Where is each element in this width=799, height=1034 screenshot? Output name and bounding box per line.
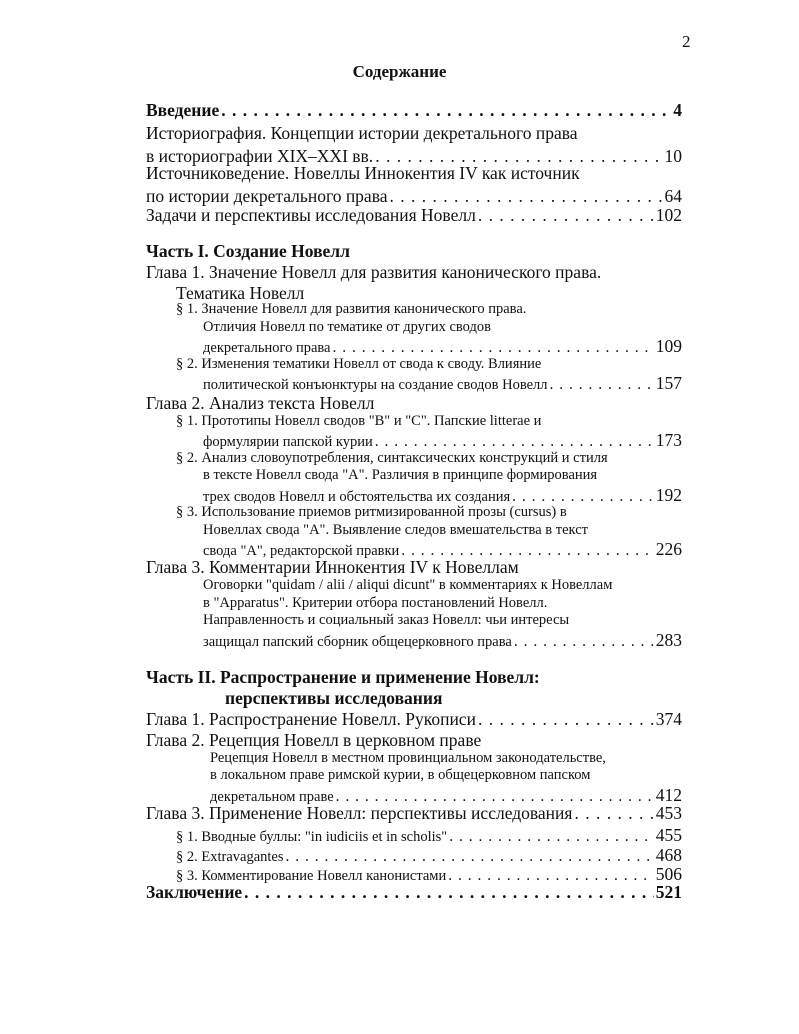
- toc-label: Тематика Новелл: [176, 283, 305, 303]
- toc-label: Глава 1. Распространение Новелл. Рукописи: [146, 709, 476, 729]
- leader-dots: [550, 376, 654, 394]
- toc-label: Глава 1. Значение Новелл для развития канонического права.: [146, 262, 602, 282]
- toc-entry-tasks[interactable]: [146, 205, 682, 226]
- toc-label: Введение: [146, 100, 220, 120]
- toc-label: § 1. Вводные буллы: "in iudiciis et in scholis": [176, 829, 448, 845]
- toc-label: декретального права: [203, 340, 331, 356]
- toc-entry-p2-ch2[interactable]: Глава 2. Рецепция Новелл в церковном праве: [146, 730, 482, 750]
- toc-page: 192: [655, 485, 682, 505]
- toc-label: Задачи и перспективы исследования Новелл: [146, 205, 476, 225]
- leader-dots: [478, 205, 654, 226]
- leader-dots: [514, 633, 654, 651]
- toc-page: 157: [655, 373, 682, 393]
- leader-dots: [221, 100, 671, 121]
- leader-dots: [478, 709, 654, 730]
- part2-heading: Часть II. Распространение и применение Новелл:: [146, 667, 540, 687]
- toc-page: 173: [655, 430, 682, 450]
- toc-label: Отличия Новелл по тематике от других сводов: [203, 319, 491, 335]
- toc-label: Историография. Концепции истории декретального права: [146, 123, 578, 143]
- toc-label: политической конъюнктуры на создание сводов Новелл: [203, 377, 548, 393]
- toc-entry-p2-ch1[interactable]: [146, 709, 682, 730]
- toc-page: 412: [655, 785, 682, 805]
- toc-label: в "Apparatus". Критерии отбора постановлений Новелл.: [203, 595, 548, 611]
- page-title: Содержание: [352, 62, 447, 81]
- toc-label: Источниковедение. Новеллы Иннокентия IV как источник: [146, 163, 580, 183]
- leader-dots: [390, 186, 663, 207]
- toc-label: § 2. Анализ словоупотребления, синтаксических конструкций и стиля: [176, 450, 608, 466]
- leader-dots: [332, 339, 653, 357]
- page-number: 2: [682, 32, 691, 51]
- toc-label: § 3. Комментирование Новелл канонистами: [176, 868, 447, 884]
- toc-label: Новеллах свода "A". Выявление следов вмешательства в текст: [203, 522, 588, 538]
- toc-entry-p1-ch3[interactable]: Глава 3. Комментарии Иннокентия IV к Новеллам: [146, 557, 519, 577]
- toc-entry-p2-ch3-s1[interactable]: [176, 825, 682, 846]
- toc-page: 109: [655, 336, 682, 356]
- toc-page: 4: [673, 100, 682, 120]
- toc-page: 10: [664, 146, 682, 166]
- leader-dots: [449, 828, 654, 846]
- toc-label: Заключение: [146, 882, 243, 902]
- toc-label: трех сводов Новелл и обстоятельства их создания: [203, 489, 511, 505]
- toc-label: § 2. Extravagantes: [176, 849, 284, 865]
- leader-dots: [375, 433, 654, 451]
- toc-label: Рецепция Новелл в местном провинциальном законодательстве,: [210, 750, 606, 766]
- toc-label: § 3. Использование приемов ритмизированной прозы (cursus) в: [176, 504, 567, 520]
- toc-entry-p1-ch2[interactable]: Глава 2. Анализ текста Новелл: [146, 393, 375, 413]
- toc-label: в локальном праве римской курии, в общецерковном папском: [210, 767, 591, 783]
- leader-dots: [244, 882, 654, 903]
- toc-entry-intro[interactable]: [146, 100, 682, 121]
- toc-page: 453: [655, 803, 682, 823]
- toc-page: 506: [655, 864, 682, 884]
- toc-label: защищал папский сборник общецерковного права: [203, 634, 512, 650]
- toc-label: § 1. Прототипы Новелл сводов "B" и "C". Папские litterae и: [176, 413, 542, 429]
- toc-entry-p2-ch3[interactable]: [146, 803, 682, 824]
- toc-page: 374: [655, 709, 682, 729]
- toc-label: свода "A", редакторской правки: [203, 543, 400, 559]
- toc-page: 455: [655, 825, 682, 845]
- toc-page: 283: [655, 630, 682, 650]
- toc-page: 521: [655, 882, 682, 902]
- part2-heading-sub: перспективы исследования: [225, 688, 443, 708]
- toc-label: в историографии XIX–XXI вв.: [146, 146, 374, 166]
- toc-label: Направленность и социальный заказ Новелл: чьи интересы: [203, 612, 570, 628]
- toc-label: декретальном праве: [210, 789, 334, 805]
- toc-label: формулярии папской курии: [203, 434, 373, 450]
- toc-label: Оговорки "quidam / alii / aliqui dicunt" в комментариях к Новеллам: [203, 577, 613, 593]
- toc-label: § 1. Значение Новелл для развития канонического права.: [176, 301, 527, 317]
- leader-dots: [574, 803, 653, 824]
- toc-label: по истории декретального права: [146, 186, 388, 206]
- toc-page: 102: [655, 205, 682, 225]
- toc-page: 226: [655, 539, 682, 559]
- toc-entry-conclusion[interactable]: [146, 882, 682, 903]
- toc-label: в тексте Новелл свода "A". Различия в принципе формирования: [203, 467, 598, 483]
- toc-label: Глава 3. Применение Новелл: перспективы исследования: [146, 803, 573, 823]
- part1-heading: Часть I. Создание Новелл: [146, 241, 350, 261]
- toc-page: 64: [664, 186, 682, 206]
- toc-entry-p2-ch3-s2[interactable]: [176, 845, 682, 866]
- toc-label: § 2. Изменения тематики Новелл от свода к своду. Влияние: [176, 356, 542, 372]
- toc-page: 468: [655, 845, 682, 865]
